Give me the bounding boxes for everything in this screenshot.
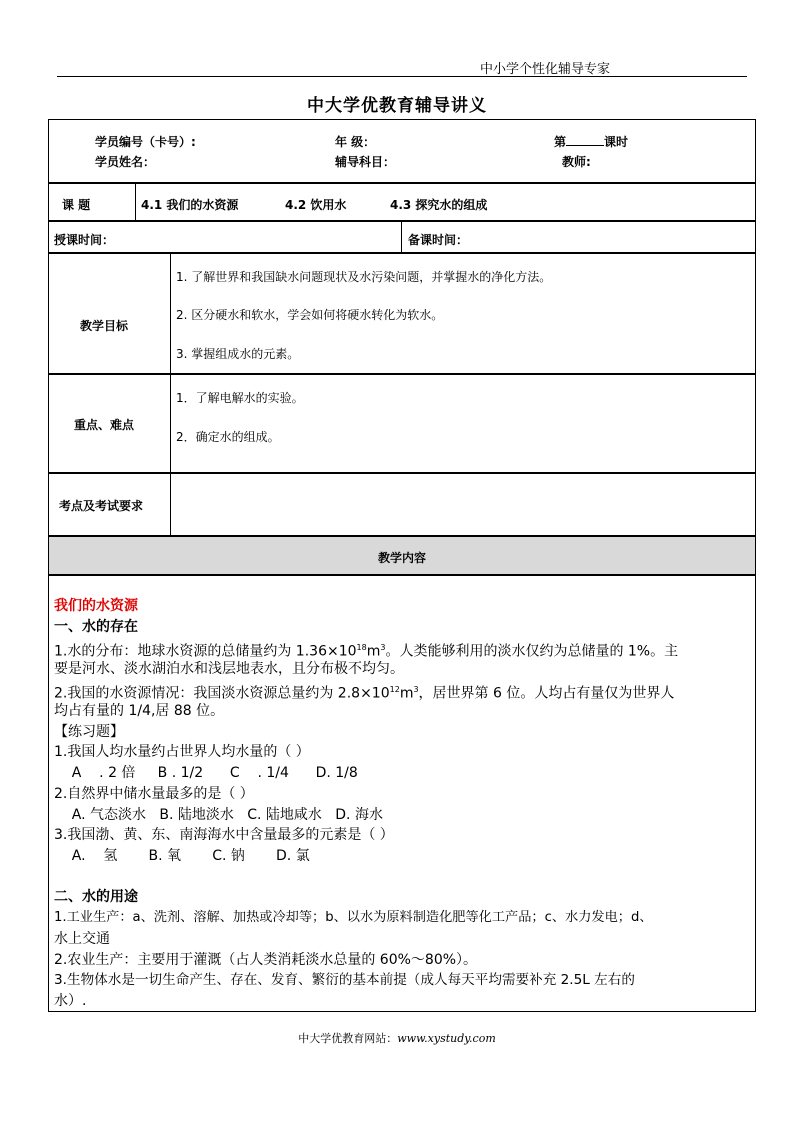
teaching-goals-row — [48, 253, 756, 374]
exam-requirements-row — [48, 473, 756, 536]
student-no-label: 学员编号（卡号）: — [95, 135, 196, 149]
topic-row — [48, 183, 756, 221]
goal-item: 1. 了解世界和我国缺水问题现状及水污染问题，并掌握水的净化方法。 — [176, 270, 552, 284]
keypoints-row — [48, 374, 756, 473]
question-options: A. 气态淡水 B. 陆地淡水 C. 陆地咸水 D. 海水 — [54, 807, 383, 823]
paragraph: 要是河水、淡水湖泊水和浅层地表水，且分布极不均匀。 — [54, 661, 404, 677]
topic-item: 4.1 我们的水资源 — [141, 198, 239, 212]
keypoints-label: 重点、难点 — [74, 418, 135, 432]
paragraph: 1.工业生产：a、洗剂、溶解、加热或冷却等；b、以水为原料制造化肥等化工产品；c、水力发电；d、 — [54, 910, 653, 925]
period-field: 第 课时 — [554, 135, 629, 149]
content-header: 教学内容 — [377, 551, 426, 565]
paragraph: 水上交通 — [54, 931, 110, 947]
paragraph: 水）. — [54, 993, 87, 1009]
prep-time-label: 备课时间： — [408, 233, 469, 247]
paragraph: 均占有量的 1/4,居 88 位。 — [54, 703, 225, 719]
topic-item: 4.2 饮用水 — [285, 198, 347, 212]
document-title: 中大学优教育辅导讲义 — [307, 96, 487, 116]
footer-site-label: 中大学优教育网站： — [298, 1032, 398, 1045]
question-options: A . 2 倍 B . 1/2 C . 1/4 D. 1/8 — [54, 765, 358, 781]
topic-item: 4.3 探究水的组成 — [390, 198, 488, 212]
footer — [0, 1030, 794, 1046]
question: 1.我国人均水量约占世界人均水量的（ ） — [54, 744, 310, 760]
header-tagline: 中小学个性化辅导专家 — [480, 62, 611, 77]
footer-url-link[interactable]: www.xystudy.com — [397, 1032, 496, 1045]
paragraph: 3.生物体水是一切生命产生、存在、发育、繁衍的基本前提（成人每天平均需要补充 2.5L 左右的 — [54, 972, 635, 988]
goals-label: 教学目标 — [80, 319, 129, 333]
goal-item: 3. 掌握组成水的元素。 — [176, 347, 300, 361]
goal-item: 2. 区分硬水和软水，学会如何将硬水转化为软水。 — [176, 308, 444, 322]
question: 3.我国渤、黄、东、南海海水中含量最多的元素是（ ） — [54, 827, 394, 843]
question-options: A. 氢 B. 氧 C. 钠 D. 氯 — [54, 848, 310, 864]
student-name-label: 学员姓名： — [95, 155, 156, 169]
schedule-row — [48, 221, 756, 253]
teach-time-label: 授课时间： — [54, 233, 115, 247]
paragraph: 2.我国的水资源情况：我国淡水资源总量约为 $2.8\times 10^{12}m^3$，居世界第 6 位。人均占有量仅为世界人 — [54, 685, 675, 702]
section-heading: 一、水的存在 — [54, 619, 138, 635]
paragraph: 1.水的分布：地球水资源的总储量约为 $1.36\times 10^{18}m^3$。人类能够利用的淡水仅约为总储量的 1%。主 — [54, 643, 679, 660]
section-title: 我们的水资源 — [54, 598, 138, 614]
paragraph: 2.农业生产：主要用于灌溉（占人类消耗淡水总量的 60%～80%）。 — [54, 952, 478, 968]
teacher-label: 教师: — [562, 155, 591, 169]
teaching-content — [48, 575, 756, 1012]
topic-label: 课 题 — [62, 198, 91, 212]
subject-label: 辅导科目： — [335, 155, 396, 169]
practice-heading: 【练习题】 — [54, 724, 124, 740]
keypoint-item: 2．确定水的组成。 — [176, 430, 280, 444]
grade-label: 年 级： — [335, 135, 376, 149]
section-heading: 二、水的用途 — [54, 889, 138, 905]
question: 2.自然界中储水量最多的是（ ） — [54, 786, 254, 802]
student-info-block — [48, 119, 756, 183]
keypoint-item: 1．了解电解水的实验。 — [176, 391, 304, 405]
exam-label: 考点及考试要求 — [59, 499, 144, 513]
header-rule — [57, 76, 747, 77]
content-header-row — [48, 536, 756, 575]
